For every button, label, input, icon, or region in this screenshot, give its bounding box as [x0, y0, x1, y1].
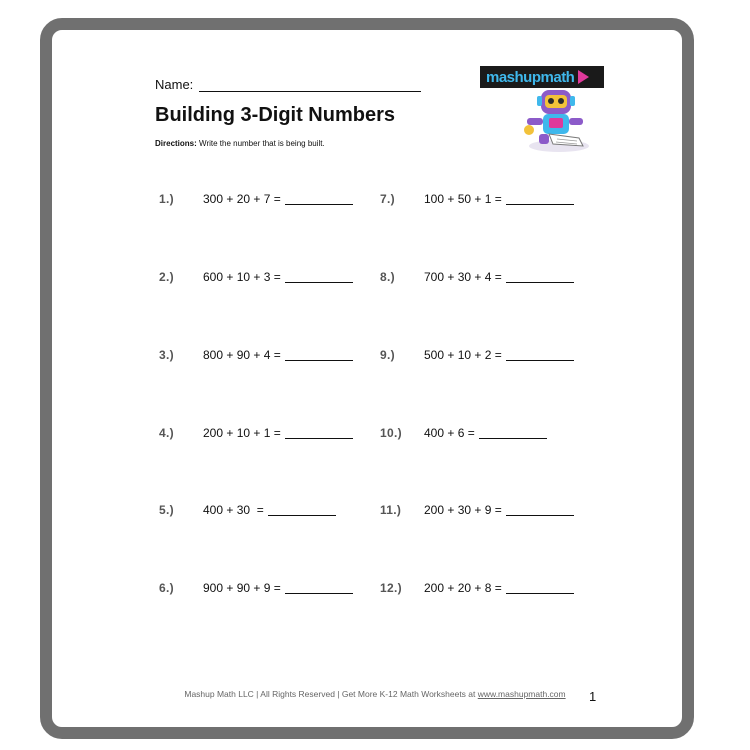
play-triangle-icon	[578, 70, 589, 84]
page-number: 1	[589, 689, 597, 704]
directions	[155, 139, 325, 148]
problem-expression: 200 + 10 + 1 =	[203, 426, 281, 440]
problem-expression: 200 + 30 + 9 =	[424, 503, 502, 517]
problem-number: 9.)	[380, 348, 395, 362]
problem-item	[159, 348, 353, 362]
answer-blank-line[interactable]	[479, 427, 547, 439]
directions-text: Write the number that is being built.	[199, 139, 325, 148]
problem-expression: 400 + 30 =	[203, 503, 264, 517]
problem-number: 6.)	[159, 581, 174, 595]
footer-text: Mashup Math LLC | All Rights Reserved | Get More K-12 Math Worksheets at	[184, 689, 478, 699]
answer-blank-line[interactable]	[506, 504, 574, 516]
problem-item	[159, 503, 336, 517]
answer-blank-line[interactable]	[268, 504, 336, 516]
footer-link[interactable]: www.mashupmath.com	[477, 689, 566, 699]
problem-item	[380, 270, 574, 284]
logo-text: mashupmath	[486, 68, 575, 86]
problem-number: 8.)	[380, 270, 395, 284]
problem-expression: 300 + 20 + 7 =	[203, 192, 281, 206]
robot-mascot-icon	[519, 88, 591, 154]
problem-expression: 500 + 10 + 2 =	[424, 348, 502, 362]
directions-label: Directions:	[155, 139, 197, 148]
problem-expression: 600 + 10 + 3 =	[203, 270, 281, 284]
name-field	[155, 77, 421, 92]
problem-item	[380, 426, 547, 440]
worksheet-title: Building 3-Digit Numbers	[155, 104, 395, 126]
answer-blank-line[interactable]	[506, 193, 574, 205]
answer-blank-line[interactable]	[285, 271, 353, 283]
problem-item	[380, 503, 574, 517]
problem-item	[380, 581, 574, 595]
answer-blank-line[interactable]	[285, 349, 353, 361]
problem-item	[159, 270, 353, 284]
problem-item	[159, 426, 353, 440]
problem-expression: 200 + 20 + 8 =	[424, 581, 502, 595]
problem-number: 3.)	[159, 348, 174, 362]
answer-blank-line[interactable]	[506, 349, 574, 361]
problem-number: 12.)	[380, 581, 402, 595]
answer-blank-line[interactable]	[285, 582, 353, 594]
problem-number: 4.)	[159, 426, 174, 440]
problem-number: 7.)	[380, 192, 395, 206]
problem-expression: 900 + 90 + 9 =	[203, 581, 281, 595]
answer-blank-line[interactable]	[285, 193, 353, 205]
problem-item	[380, 192, 574, 206]
problem-item	[159, 192, 353, 206]
problem-item	[380, 348, 574, 362]
problem-number: 10.)	[380, 426, 402, 440]
problem-number: 11.)	[380, 503, 402, 517]
problem-item	[159, 581, 353, 595]
problem-number: 5.)	[159, 503, 174, 517]
answer-blank-line[interactable]	[285, 427, 353, 439]
name-label: Name:	[155, 77, 194, 92]
problem-expression: 400 + 6 =	[424, 426, 475, 440]
footer	[0, 689, 750, 699]
name-blank-line[interactable]	[199, 77, 421, 92]
problem-expression: 100 + 50 + 1 =	[424, 192, 502, 206]
answer-blank-line[interactable]	[506, 582, 574, 594]
problem-expression: 700 + 30 + 4 =	[424, 270, 502, 284]
mashupmath-logo	[480, 66, 604, 88]
answer-blank-line[interactable]	[506, 271, 574, 283]
problem-number: 2.)	[159, 270, 174, 284]
problem-number: 1.)	[159, 192, 174, 206]
problem-expression: 800 + 90 + 4 =	[203, 348, 281, 362]
